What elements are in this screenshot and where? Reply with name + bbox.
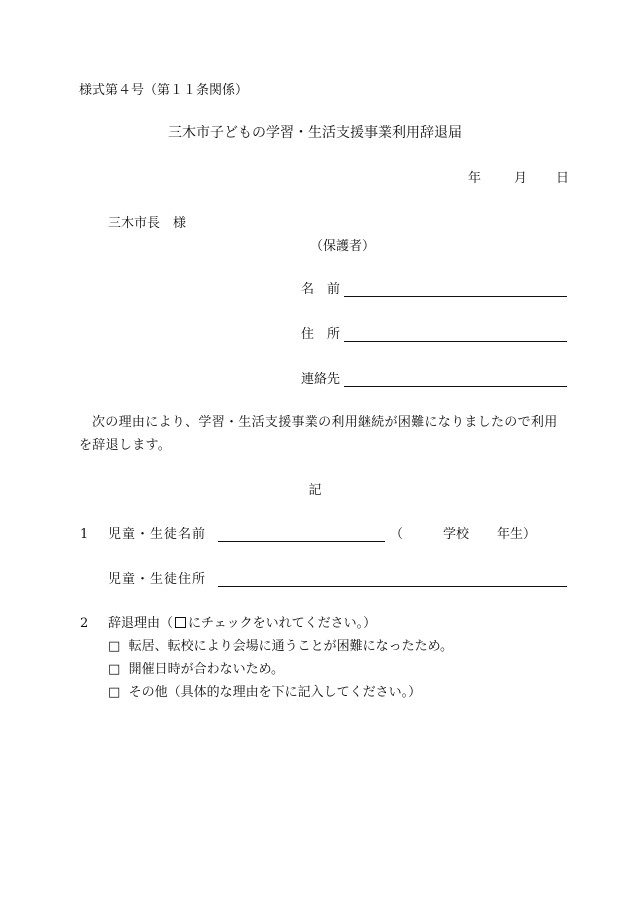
guardian-name-field[interactable] bbox=[344, 296, 567, 297]
date-year: 年 bbox=[468, 171, 482, 186]
option-1-checkbox[interactable]: □ bbox=[108, 639, 121, 654]
child-address-label: 児童・生徒住所 bbox=[108, 572, 207, 587]
school-label: 学校 bbox=[443, 527, 470, 542]
option-3-checkbox[interactable]: □ bbox=[108, 685, 121, 700]
paren-open: （ bbox=[390, 527, 404, 542]
child-address-field[interactable] bbox=[218, 586, 567, 587]
option-2-checkbox[interactable]: □ bbox=[108, 662, 121, 677]
option-2-label: 開催日時が合わないため。 bbox=[128, 662, 285, 677]
option-3 bbox=[108, 686, 421, 699]
guardian-contact-label: 連絡先 bbox=[301, 372, 341, 387]
addressee: 三木市長 様 bbox=[108, 216, 187, 231]
date-month: 月 bbox=[514, 171, 528, 186]
checkbox-icon bbox=[175, 617, 186, 628]
ki-heading: 記 bbox=[308, 483, 322, 498]
guardian-contact-field[interactable] bbox=[344, 386, 567, 387]
option-2 bbox=[108, 663, 284, 676]
body-text: 次の理由により、学習・生活支援事業の利用継続が困難になりましたので利用を辞退します。 bbox=[79, 415, 558, 453]
grade-label: 年生） bbox=[497, 527, 537, 542]
section1-number: 1 bbox=[80, 527, 89, 542]
child-name-field[interactable] bbox=[218, 541, 385, 542]
option-1-label: 転居、転校により会場に通うことが困難になったため。 bbox=[128, 639, 454, 654]
guardian-address-label: 住 所 bbox=[301, 327, 341, 342]
section2-number: 2 bbox=[80, 616, 89, 631]
guardian-address-field[interactable] bbox=[344, 341, 567, 342]
guardian-name-label: 名 前 bbox=[301, 282, 341, 297]
option-1 bbox=[108, 640, 453, 653]
document-title: 三木市子どもの学習・生活支援事業利用辞退届 bbox=[168, 125, 462, 141]
option-3-label: その他（具体的な理由を下に記入してください。） bbox=[128, 685, 422, 700]
guardian-heading: （保護者） bbox=[310, 239, 376, 254]
child-name-label: 児童・生徒名前 bbox=[108, 527, 207, 542]
date-day: 日 bbox=[556, 171, 570, 186]
section2-heading-suffix: にチェックをいれてください。） bbox=[188, 616, 377, 631]
section2-heading bbox=[108, 617, 376, 630]
form-number: 様式第４号（第１１条関係） bbox=[79, 83, 249, 98]
section2-heading-prefix: 辞退理由（ bbox=[108, 616, 174, 631]
